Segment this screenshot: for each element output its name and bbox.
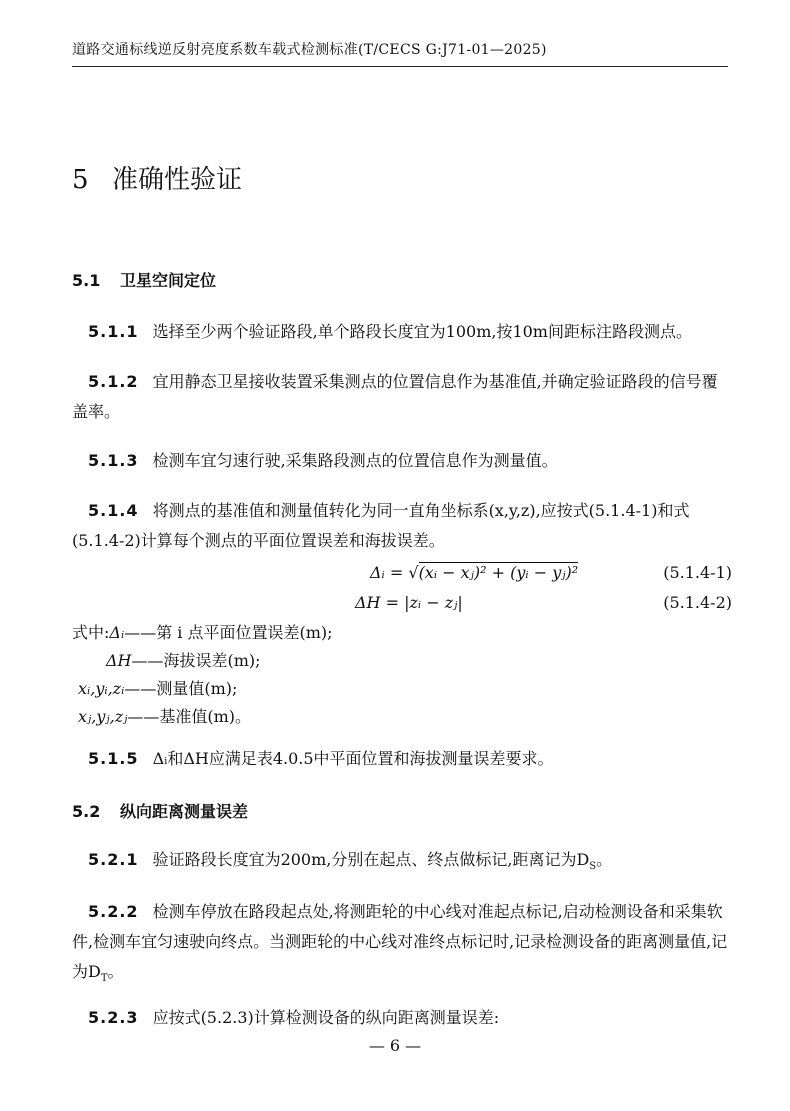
clause-number: 5.1.4 — [88, 501, 139, 520]
clause-5-1-1 — [72, 317, 732, 347]
clause-5-2-2 — [72, 897, 732, 994]
clause-5-1-3 — [72, 446, 732, 476]
section-heading-5-1 — [72, 269, 216, 293]
where-symbol: xⱼ,yⱼ,zⱼ — [78, 707, 128, 726]
equation-number: (5.1.4-1) — [663, 563, 732, 582]
clause-number: 5.1.3 — [88, 451, 139, 470]
where-list-item — [72, 618, 333, 648]
equation-rhs: |zᵢ − zⱼ| — [404, 593, 463, 612]
clause-text: 检测车停放在路段起点处,将测距轮的中心线对准起点标记,启动检测设备和采集软件,检测车宜匀速驶向终点。当测距轮的中心线对准终点标记时,记录检测设备的距离测量值,记为D — [72, 902, 728, 981]
clause-text: 检测车宜匀速行驶,采集路段测点的位置信息作为测量值。 — [152, 451, 558, 470]
where-desc: ——第 i 点平面位置误差(m); — [124, 623, 333, 642]
section-number: 5.2 — [72, 802, 101, 821]
where-symbol: xᵢ,yᵢ,zᵢ — [78, 679, 125, 698]
equation-lhs: Δᵢ = — [370, 563, 409, 582]
running-header: 道路交通标线逆反射亮度系数车载式检测标准(T/CECS G:J71-01—2025) — [72, 42, 547, 58]
chapter-title: 准确性验证 — [112, 165, 243, 195]
clause-5-1-5 — [72, 744, 732, 774]
clause-text: 选择至少两个验证路段,单个路段长度宜为100m,按10m间距标注路段测点。 — [152, 322, 692, 341]
clause-text: 应按式(5.2.3)计算检测设备的纵向距离测量误差: — [152, 1008, 500, 1027]
clause-5-2-3 — [72, 1003, 732, 1033]
where-symbol: Δᵢ — [109, 623, 125, 642]
clause-subscript: S — [589, 861, 597, 873]
section-number: 5.1 — [72, 271, 101, 290]
clause-number: 5.2.1 — [88, 850, 139, 869]
clause-text: 验证路段长度宜为200m,分别在起点、终点做标记,距离记为D — [152, 850, 590, 869]
equation-rhs: (xᵢ − xⱼ)² + (yᵢ − yⱼ)² — [418, 563, 579, 582]
equation-5-1-4-2 — [72, 588, 732, 618]
section-heading-5-2 — [72, 800, 248, 824]
chapter-heading — [72, 160, 242, 200]
page-number: — 6 — — [368, 1036, 422, 1055]
clause-5-1-2 — [72, 367, 732, 427]
clause-text: Δᵢ和ΔH应满足表4.0.5中平面位置和海拔测量误差要求。 — [152, 749, 554, 768]
equation-formula — [355, 588, 463, 618]
where-intro: 式中: — [72, 623, 110, 642]
clause-text: 将测点的基准值和测量值转化为同一直角坐标系(x,y,z),应按式(5.1.4-1)和式(5.1.4-2)计算每个测点的平面位置误差和海拔误差。 — [72, 501, 690, 550]
equation-formula: Δᵢ = √(xᵢ − xⱼ)² + (yᵢ − yⱼ)² — [370, 563, 579, 582]
where-list-item — [78, 674, 237, 704]
where-desc: ——测量值(m); — [124, 679, 238, 698]
equation-number: (5.1.4-2) — [663, 593, 732, 612]
clause-number: 5.1.5 — [88, 749, 139, 768]
clause-number: 5.1.2 — [88, 372, 139, 391]
clause-text: 宜用静态卫星接收装置采集测点的位置信息作为基准值,并确定验证路段的信号覆盖率。 — [72, 372, 718, 421]
section-title: 纵向距离测量误差 — [120, 802, 249, 821]
where-list-item — [106, 646, 261, 676]
clause-number: 5.2.2 — [88, 902, 139, 921]
where-symbol: ΔH — [106, 651, 132, 670]
clause-number: 5.1.1 — [88, 322, 139, 341]
clause-end: 。 — [596, 850, 613, 869]
clause-subscript: T — [100, 973, 108, 985]
clause-number: 5.2.3 — [88, 1008, 139, 1027]
section-title: 卫星空间定位 — [120, 271, 217, 290]
chapter-number: 5 — [72, 165, 89, 195]
equation-5-1-4-1 — [72, 558, 732, 588]
where-list-item — [78, 702, 251, 732]
header-rule — [72, 66, 728, 67]
equation-lhs: ΔH = — [355, 593, 405, 612]
where-desc: ——基准值(m)。 — [127, 707, 252, 726]
clause-5-2-1 — [72, 845, 732, 882]
clause-end: 。 — [107, 962, 124, 981]
clause-5-1-4 — [72, 496, 732, 556]
where-desc: ——海拔误差(m); — [131, 651, 261, 670]
